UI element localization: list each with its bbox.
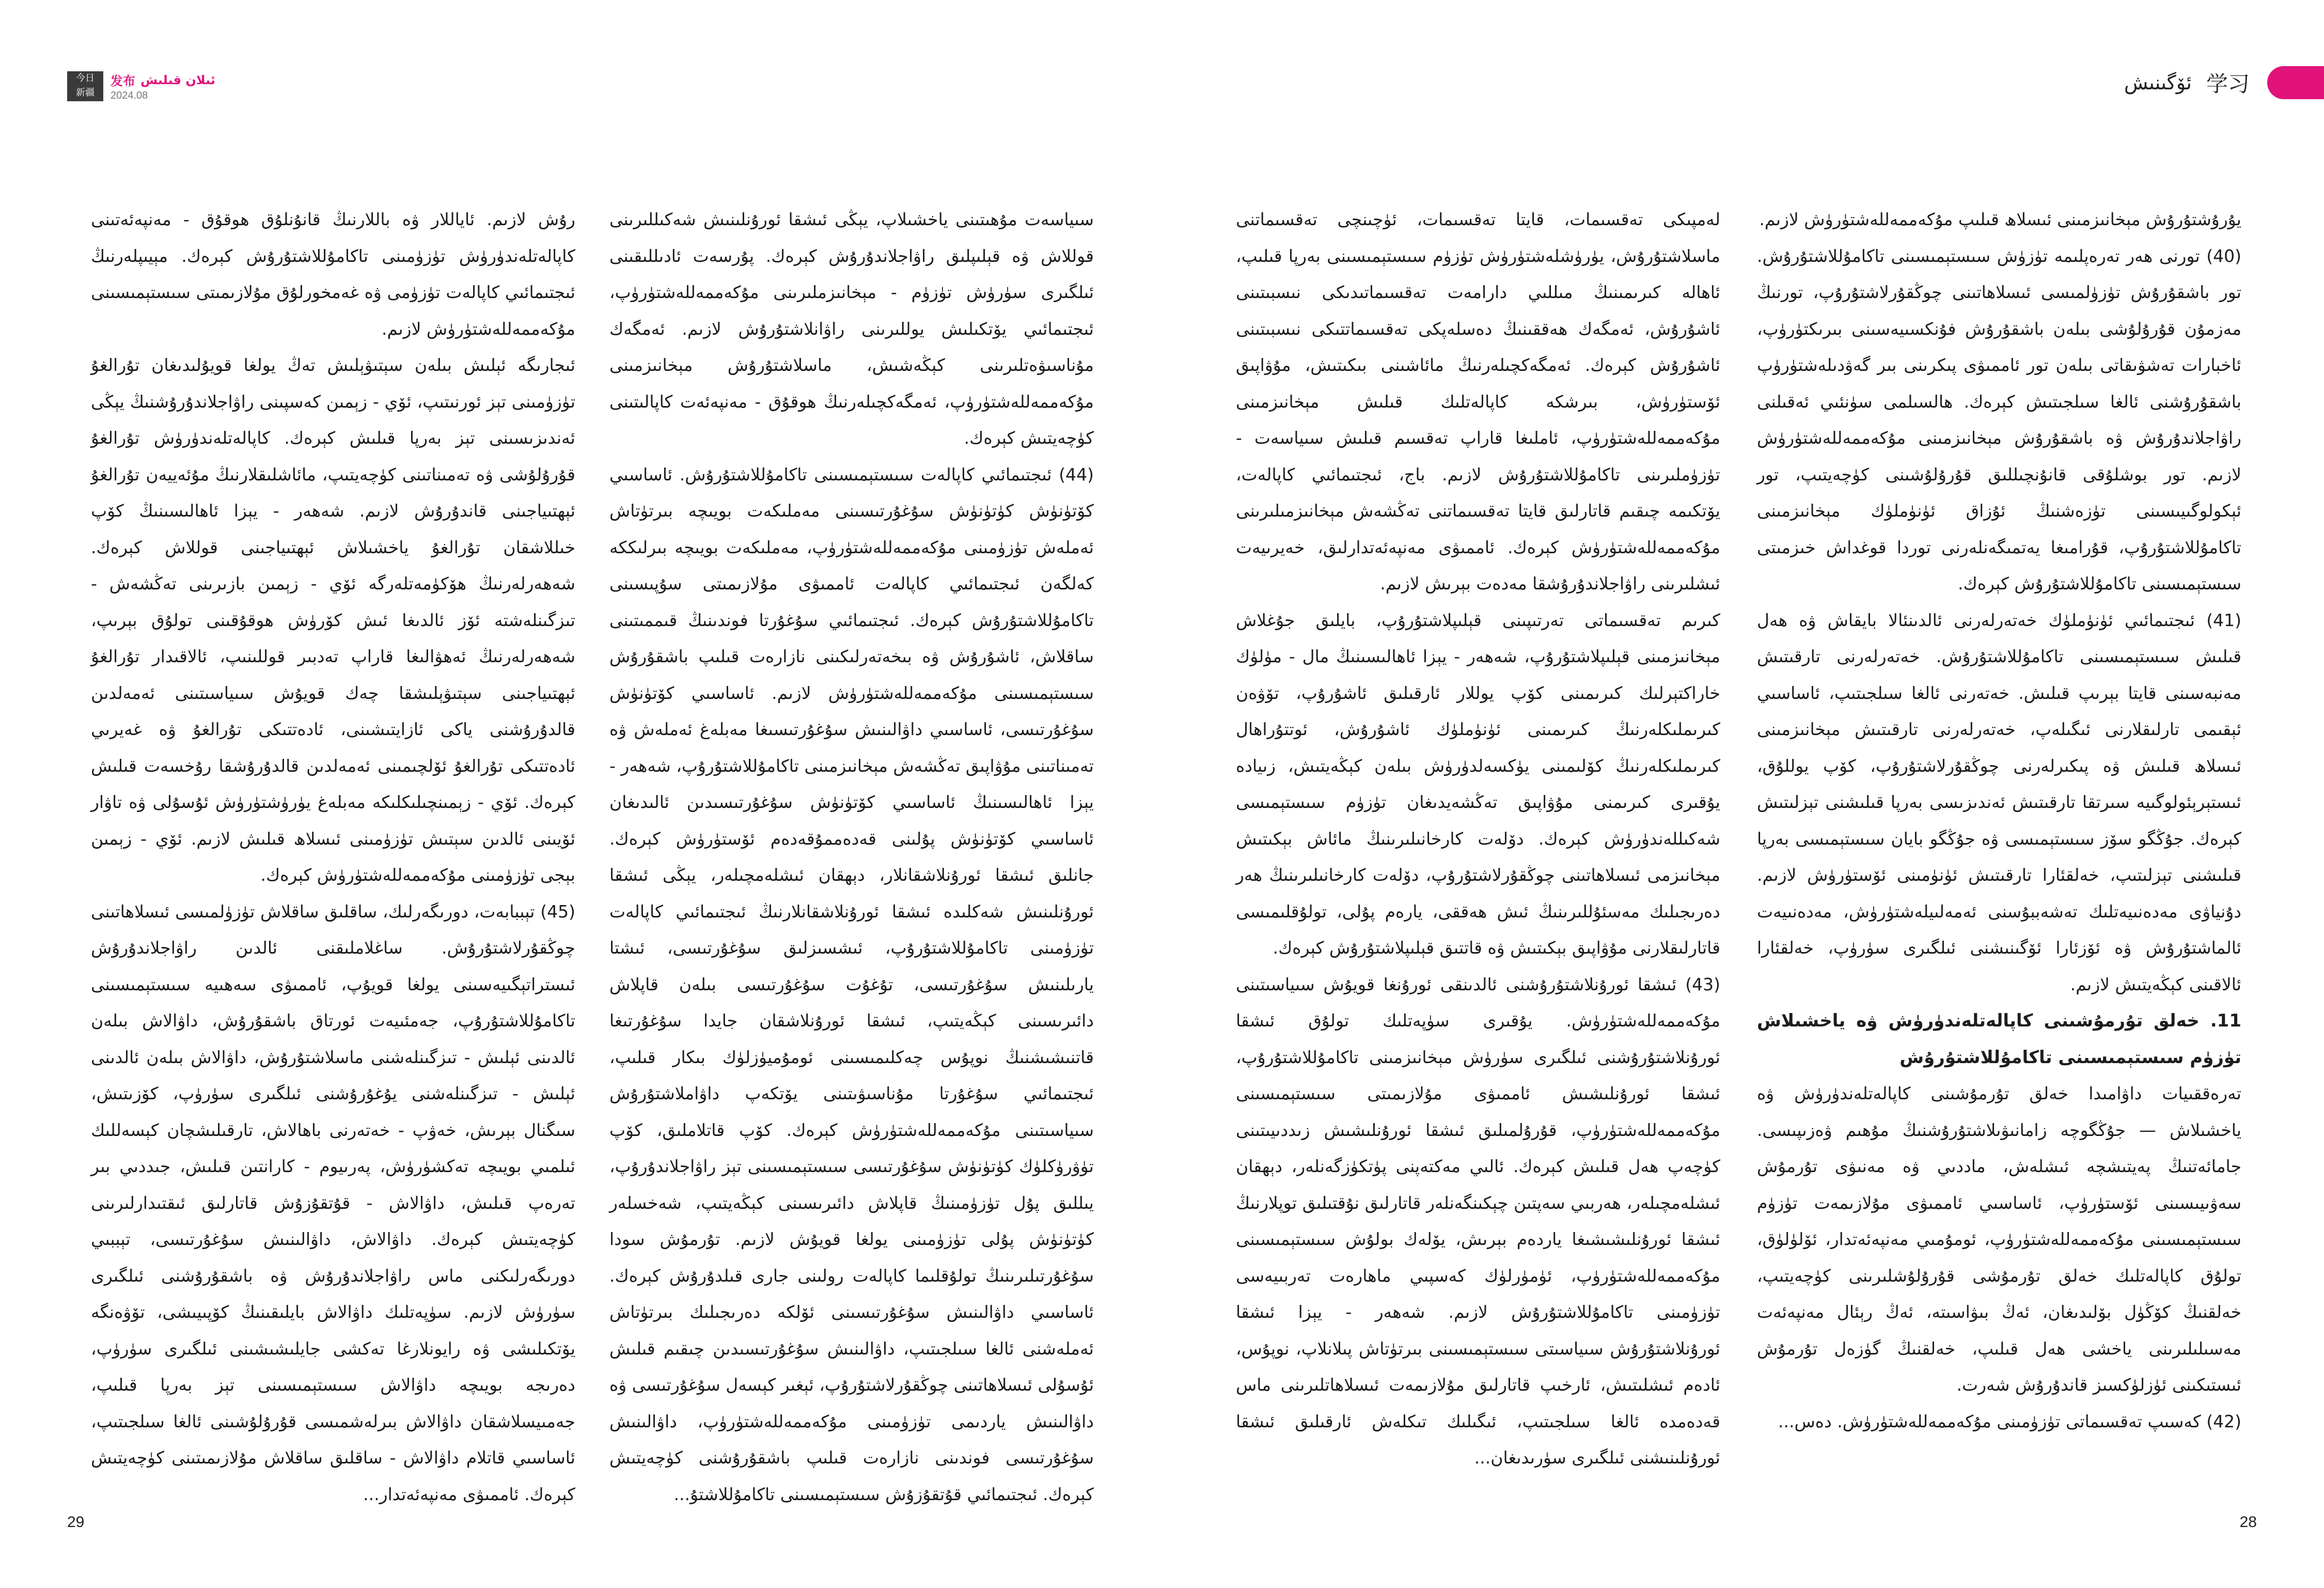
logo-text-line: 新疆 [76, 87, 95, 98]
section-tab-marker [2267, 66, 2324, 99]
magazine-header [67, 71, 215, 101]
paragraph: (43) ئىشقا ئورۇنلاشتۇرۇشنى ئالدىنقى ئورۇنغا قويۇش سىياسىتىنى مۇكەممەللەشتۈرۈش. يۇقىرى سۈپەتلىك تولۇق ئىشقا ئورۇنلاشتۇرۇشنى ئىلگىرى سۈرۈش مېخانىزمىنى تاكامۇللاشتۇرۇپ، ئىشقا ئورۇنلىشىش ئاممىۋى مۇلازىمىتى سىستېمىسىنى مۇكەممەللەشتۈرۈپ، قۇرۇلمىلىق ئىشقا ئورۇنلىشىش زىددىيىتىنى كۈچەپ ھەل قىلىش كېرەك. ئالىي مەكتەپنى پۈتكۈزگەنلەر، دېھقان ئىشلەمچىلەر، ھەربىي سەپتىن چېكىنگەنلەر قاتارلىق نۇقتىلىق توپلارنىڭ ئىشقا ئورۇنلىشىشىغا ياردەم بېرىش، يۆلەك بولۇش سىستېمىسىنى مۇكەممەللەشتۈرۈپ، ئۈمۈرلۈك كەسپىي ماھارەت تەربىيەسى تۈزۈمىنى تاكامۇللاشتۇرۇش لازىم. شەھەر - يېزا ئىشقا ئورۇنلاشتۇرۇش سىياسىتى سىستېمىسىنى بىرتۈتاش پىلانلاپ، نوپۇس، ئادەم ئىشلىتىش، ئارخىپ قاتارلىق مۇلازىمەت ئىسلاھاتلىرىنى ماس قەدەمدە ئالغا سىلجىتىپ، ئىگىلىك تىكلەش ئارقىلىق ئىشقا ئورۇنلىنىشنى ئىلگىرى سۈرىدىغان... [1236, 974, 1720, 1468]
paragraph: تەرەققىيات داۋامىدا خەلق تۇرمۇشىنى كاپالەتلەندۈرۈش ۋە ياخشىلاش — جۇڭگوچە زامانىۋىلاشتۇرۇشنىڭ مۇھىم ۋەزىپىسى. جامائەتنىڭ پەيتىشچە ئىشلەش، ماددىي ۋە مەنىۋى تۇرمۇش سەۋىيىسىنى ئۆستۈرۈپ، ئاساسىي ئاممىۋى مۇلازىمەت تۈزۈم سىستېمىسىنى مۇكەممەللەشتۈرۈپ، ئومۇمىي مەنپەئەتدار، ئۆلۈلۈق، تولۇق كاپالەتلىك خەلق تۇرمۇشى قۇرۇلۇشلىرىنى كۈچەيتىپ، خەلقنىڭ كۆڭۈل بۆلىدىغان، ئەڭ بىۋاسىتە، ئەڭ رېئال مەنپەئەت مەسىلىلىرىنى ياخشى ھەل قىلىپ، خەلقنىڭ گۈزەل تۇرمۇش ئىستىكىنى ئۈزلۈكسىز قاندۇرۇش شەرت. [1757, 1083, 2241, 1395]
issue-date: 2024.08 [111, 90, 148, 101]
magazine-logo [67, 71, 103, 101]
section-header [2124, 66, 2324, 99]
section-heading: 11. خەلق تۇرمۇشىنى كاپالەتلەندۈرۈش ۋە ياخشىلاش تۈزۈم سىستېمىسىنى تاكامۇللاشتۇرۇش [1757, 1010, 2241, 1068]
page-number-left: 29 [67, 1514, 85, 1531]
section-title-chinese: 学习 [2206, 71, 2250, 97]
paragraph: (40) تورنى ھەر تەرەپلىمە تۈزۈش سىستېمىسىنى تاكامۇللاشتۇرۇش. تور باشقۇرۇش تۈزۈلمىسى ئىسلاھاتىنى چوڭقۇرلاشتۇرۇپ، تورنىڭ مەزمۇن قۇرۇلۇشى بىلەن باشقۇرۇش فۇنكسىيەسىنى بىرىكتۈرۈپ، ئاخبارات تەشۋىقاتى بىلەن تور ئاممىۋى پىكرىنى بىر گەۋدىلەشتۈرۈپ باشقۇرۇشنى ئالغا سىلجىتىش كېرەك. ھالسىلمى سۈنئىي ئەقىلنى راۋاجلاندۇرۇش ۋە باشقۇرۇش مېخانىزمىنى مۇكەممەللەشتۈرۈش لازىم. تور بوشلۇقى قانۇنچىللىق قۇرۇلۇشىنى كۈچەيتىپ، تور ئېكولوگىيىسىنى تۈزەشنىڭ ئۇزاق ئۈنۈملۈك مېخانىزمىنى تاكامۇللاشتۇرۇپ، قۇرامىغا يەتمىگەنلەرنى توردا قوغداش خىزمىتى سىستېمىسىنى تاكامۇللاشتۇرۇش كېرەك. [1757, 245, 2241, 594]
paragraph: ئىجارىگە ئېلىش بىلەن سېتىۋېلىش تەڭ يولغا قويۇلىدىغان تۇرالغۇ تۈزۈمىنى تېز ئورنىتىپ، ئۆي - زېمىن كەسپىنى راۋاجلاندۇرۇشنىڭ يېڭى ئەندىزىسىنى تېز بەرپا قىلىش كېرەك. كاپالەتلەندۈرۈش تۇرالغۇ قۇرۇلۇشى ۋە تەمىناتىنى كۈچەيتىپ، مائاشلىقلارنىڭ مۇئەييەن تۇرالغۇ ئېھتىياجىنى قاندۇرۇش لازىم. شەھەر - يېزا ئاھالىسىنىڭ كۆپ خىللاشقان تۇرالغۇ ياخشىلاش ئېھتىياجىنى قوللاش كېرەك. شەھەرلەرنىڭ ھۆكۈمەتلەرگە ئۆي - زېمىن بازىرىنى تەڭشەش - تىزگىنلەشتە ئۆز ئالدىغا ئىش كۆرۈش ھوقۇقىنى تولۇق بېرىپ، شەھەرلەرنىڭ ئەھۋالىغا قاراپ تەدبىر قوللىنىپ، ئالاقىدار تۇرالغۇ ئېھتىياجىنى سېتىۋېلىشقا چەك قويۇش سىياسىتىنى ئەمەلدىن قالدۇرۇشنى ياكى ئازايتىشىنى، ئادەتتىكى تۇرالغۇ ۋە غەيرىي ئادەتتىكى تۇرالغۇ ئۆلچىمىنى ئەمەلدىن قالدۇرۇشقا رۇخسەت قىلىش كېرەك. ئۆي - زېمىنچىلىكلىكە مەبلەغ يۈرۈشتۈرۈش ئۇسۇلى ۋە تاۋار ئۆيىنى ئالدىن سېتىش تۈزۈمىنى ئىسلاھ قىلىش لازىم. ئۆي - زېمىن بېجى تۈزۈمىنى مۇكەممەللەشتۈرۈش كېرەك. [91, 355, 575, 885]
paragraph: رۇش لازىم. ئاياللار ۋە باللارنىڭ قانۇنلۇق ھوقۇق - مەنپەئەتىنى كاپالەتلەندۈرۈش تۈزۈمىنى تاكامۇللاشتۇرۇش كېرەك. مېيىپلەرنىڭ ئىجتىمائىي كاپالەت تۈزۈمى ۋە غەمخورلۇق مۇلازىمىتى سىستېمىسىنى مۇكەممەللەشتۈرۈش لازىم. [91, 209, 575, 339]
paragraph: (42) كەسىپ تەقسىماتى تۈزۈمىنى مۇكەممەللەشتۈرۈش. دەس... [1778, 1411, 2241, 1431]
paragraph: (44) ئىجتىمائىي كاپالەت سىستېمىسىنى تاكامۇللاشتۇرۇش. ئاساسىي كۆتۈنۈش كۈتۈنۈش سۇغۇرتىسىنى مەملىكەت بويىچە بىرتۈتاش ئەملەش تۈزۈمىنى مۇكەممەللەشتۈرۈپ، مەملىكەت بويىچە بىرلىككە كەلگەن ئىجتىمائىي كاپالەت ئاممىۋى مۇلازىمىتى سۇپىسىنى تاكامۇللاشتۇرۇش كېرەك. ئىجتىمائىي سۇغۇرتا فوندىنىڭ قىممىتىنى ساقلاش، ئاشۇرۇش ۋە بىخەتەرلىكىنى نازارەت قىلىپ باشقۇرۇش سىستېمىسىنى مۇكەممەللەشتۈرۈش لازىم. ئاساسىي كۆتۈنۈش سۇغۇرتىسى، ئاساسىي داۋالىنىش سۇغۇرتىسىغا مەبلەغ ئەملەش ۋە تەمىناتىنى مۇۋاپىق تەڭشەش مېخانىزمىنى تاكامۇللاشتۇرۇپ، شەھەر - يېزا ئاھالىسىنىڭ ئاساسىي كۆتۈنۈش سۇغۇرتىسىدىن ئالىدىغان ئاساسىي كۆتۈنۈش پۇلىنى قەدەممۇقەدەم ئۆستۈرۈش كېرەك. جانلىق ئىشقا ئورۇنلاشقانلار، دېھقان ئىشلەمچىلەر، يېڭى ئىشقا ئورۇنلىنىش شەكلىدە ئىشقا ئورۇنلاشقانلارنىڭ ئىجتىمائىي كاپالەت تۈزۈمىنى تاكامۇللاشتۇرۇپ، ئىشسىزلىق سۇغۇرتىسى، ئىشتا يارىلىنىش سۇغۇرتىسى، تۇغۇت سۇغۇرتىسى بىلەن قاپلاش دائىرىسىنى كېڭەيتىپ، ئىشقا ئورۇنلاشقان جايدا سۇغۇرتىغا قاتنىشىشنىڭ نوپۇس چەكلىمىسىنى ئومۇميۈزلۈك بىكار قىلىپ، ئىجتىمائىي سۇغۇرتا مۇناسىۋىتىنى يۆتكەپ داۋاملاشتۇرۇش سىياسىتىنى مۇكەممەللەشتۈرۈش كېرەك. كۆپ قاتلاملىق، كۆپ تۈۋرۈكلۈك كۈتۈنۈش سۇغۇرتىسى سىستېمىسىنى تېز راۋاجلاندۇرۇپ، يىللىق پۇل تۈزۈمىنىڭ قاپلاش دائىرىسىنى كېڭەيتىپ، شەخسلەر كۈتۈنۈش پۇلى تۈزۈمىنى يولغا قويۇش لازىم. تۇرمۇش سودا سۇغۇرتىلىرىنىڭ تولۇقلىما كاپالەت رولىنى جارى قىلدۇرۇش كېرەك. ئاساسىي داۋالىنىش سۇغۇرتىسىنى ئۆلكە دەرىجىلىك بىرتۈتاش ئەملەشنى ئالغا سىلجىتىپ، داۋالىنىش سۇغۇرتىسىدىن چىقىم قىلىش ئۇسۇلى ئىسلاھاتىنى چوڭقۇرلاشتۇرۇپ، ئېغىر كېسەل سۇغۇرتىسى ۋە داۋالىنىش ياردىمى تۈزۈمىنى مۇكەممەللەشتۈرۈپ، داۋالىنىش سۇغۇرتىسى فوندىنى نازارەت قىلىپ باشقۇرۇشنى كۈچەيتىش كېرەك. ئىجتىمائىي قۇتقۇزۇش سىستېمىسىنى تاكامۇللاشتۇ... [609, 464, 1094, 1504]
paragraph: سىياسەت مۇھىتىنى ياخشىلاپ، يېڭى ئىشقا ئورۇنلىنىش شەكىللىرىنى قوللاش ۋە قېلىپلىق راۋاجلاندۇرۇش كېرەك. پۇرسەت ئادىللىقىنى ئىلگىرى سۈرۈش تۈزۈم - مېخانىزملىرىنى مۇكەممەللەشتۈرۈپ، ئىجتىمائىي يۆتكىلىش يوللىرىنى راۋانلاشتۇرۇش لازىم. ئەمگەك مۇناسىۋەتلىرىنى كېڭەشىش، ماسلاشتۇرۇش مېخانىزمىنى مۇكەممەللەشتۈرۈپ، ئەمگەكچىلەرنىڭ ھوقۇق - مەنپەئەت كاپالىتىنى كۈچەيتىش كېرەك. [609, 209, 1094, 448]
section-title-uyghur: ئۆگىنىش [2124, 71, 2192, 94]
text-column-4 [91, 201, 575, 1504]
paragraph: يۇرۇشتۇرۇش مېخانىزمىنى ئىسلاھ قىلىپ مۇكەممەللەشتۈرۈش لازىم. [1759, 209, 2241, 229]
publish-label: 发布 [111, 74, 135, 88]
text-column-1 [1757, 201, 2241, 1493]
logo-text-line: 今日 [76, 73, 95, 84]
paragraph: كىرىم تەقسىماتى تەرتىپىنى قېلىپلاشتۇرۇپ، بايلىق جۇغلاش مېخانىزمىنى قېلىپلاشتۇرۇپ، شەھەر - يېزا ئاھالىسىنىڭ مال - مۈلۈك خاراكتېرلىك كىرىمىنى كۆپ يوللار ئارقىلىق ئاشۇرۇپ، تۆۋەن كىرىملىكلەرنىڭ كىرىمىنى ئۈنۈملۈك ئاشۇرۇش، ئوتتۇراھال كىرىملىكلەرنىڭ كۆلىمىنى يۈكسەلدۈرۈش بىلەن كېڭەيتىش، زىيادە يۇقىرى كىرىمنى مۇۋاپىق تەڭشەيدىغان تۈزۈم سىستېمىسى شەكىللەندۈرۈش كېرەك. دۆلەت كارخانىلىرىنىڭ مائاش بېكىتىش مېخانىزمى ئىسلاھاتىنى چوڭقۇرلاشتۇرۇپ، دۆلەت كارخانىلىرىنىڭ ھەر دەرىجىلىك مەسئۇللىرىنىڭ ئىش ھەققى، يارەم پۇلى، تولۇقلىمىسى قاتارلىقلارنى مۇۋاپىق بېكىتىش ۋە قاتتىق قېلىپلاشتۇرۇش كېرەك. [1236, 610, 1720, 958]
text-column-3 [609, 201, 1094, 1504]
text-column-2 [1236, 201, 1720, 1493]
paragraph: (45) تېببابەت، دورىگەرلىك، ساقلىق ساقلاش تۈزۈلمىسى ئىسلاھاتىنى چوڭقۇرلاشتۇرۇش. ساغلاملىقنى ئالدىن راۋاجلاندۇرۇش ئىستراتېگىيەسىنى يولغا قويۇپ، ئاممىۋى سەھىيە سىستېمىسىنى تاكامۇللاشتۇرۇپ، جەمئىيەت ئورتاق باشقۇرۇش، داۋالاش بىلەن ئالدىنى ئېلىش - تىزگىنلەشنى ماسلاشتۇرۇش، داۋالاش بىلەن ئالدىنى ئېلىش - تىزگىنلەشنى يۇغۇرۇشنى ئىلگىرى سۈرۈپ، كۆزىتىش، سىگنال بېرىش، خەۋپ - خەتەرنى باھالاش، تارقىلىشچان كېسەللىك ئىلمىي بويىچە تەكشۈرۈش، پەرىيوم - كارانتىن قىلىش، جىددىي بىر تەرەپ قىلىش، داۋالاش - قۇتقۇزۇش قاتارلىق ئىقتىدارلىرىنى كۈچەيتىش كېرەك. داۋالاش، داۋالىنىش سۇغۇرتىسى، تېببىي دورىگەرلىكنى ماس راۋاجلاندۇرۇش ۋە باشقۇرۇشنى ئىلگىرى سۈرۈش لازىم. سۈپەتلىك داۋالاش بايلىقىنىڭ كۆپىيىشى، تۆۋەنگە يۆتكىلىشى ۋە رايونلارغا تەكشى جايلىشىشىنى ئىلگىرى سۈرۈپ، دەرىجە بويىچە داۋالاش سىستېمىسىنى تېز بەرپا قىلىپ، جەمىيسلاشقان داۋالاش بىرلەشمىسى قۇرۇلۇشىنى ئالغا سىلجىتىپ، ئاساسىي قاتلام داۋالاش - ساقلىق ساقلاش مۇلازىمىتىنى كۈچەيتىش كېرەك. ئاممىۋى مەنپەئەتدار... [91, 901, 575, 1504]
paragraph: (41) ئىجتىمائىي ئۈنۈملۈك خەتەرلەرنى ئالدىنئالا بايقاش ۋە ھەل قىلىش سىستېمىسىنى تاكامۇللاشتۇرۇش. خەتەرلەرنى تارقىتىش مەنبەسىنى قايتا بېرىپ قىلىش. خەتەرنى ئالغا سىلجىتىپ، ئاساسىي ئېقىمى تارلىقلارنى ئىگىلەپ، خەتەرلەرنى تارقىتىش مېخانىزمىنى ئىسلاھ قىلىش ۋە پىكىرلەرنى چوڭقۇرلاشتۇرۇپ، كۆپ يوللۇق، ئىستېرېئولوگىيە سىرتقا تارقىتىش ئەندىزىسى بەرپا قىلىشنى تېزلىتىش كېرەك. جۇڭگو سۆز سىستېمىسى ۋە جۇڭگو بايان سىستېمىسى بەرپا قىلىشنى تېزلىتىپ، خەلقئارا تارقىتىش ئۈنۈمىنى ئۆستۈرۈش لازىم. دۇنياۋى مەدەنىيەتلىك تەشەببۇسنى ئەمەلىيلەشتۈرۈش، مەدەنىيەت ئالماشتۇرۇش ۋە ئۆزئارا ئۆگىنىشنى ئىلگىرى سۈرۈپ، خەلقئارا ئالاقىنى كېڭەيتىش لازىم. [1757, 610, 2241, 994]
page-number-right: 28 [2239, 1514, 2257, 1531]
magazine-meta [111, 71, 215, 102]
paragraph: لەمپىكى تەقسىمات، قايتا تەقسىمات، ئۈچىنچى تەقسىماتنى ماسلاشتۇرۇش، يۈرۈشلەشتۈرۈش تۈزۈم سىستېمىسىنى بەرپا قىلىپ، ئاھالە كىرىمىنىڭ مىللىي دارامەت تەقسىماتىدىكى نىسبىتىنى ئاشۇرۇش، ئەمگەك ھەققىنىڭ دەسلەپكى تەقسىماتتىكى نىسبىتىنى ئاشۇرۇش كېرەك. ئەمگەكچىلەرنىڭ مائاشىنى بىكىتىش، مۇۋاپىق ئۆستۈرۈش، بىرشكە كاپالەتلىك قىلىش مېخانىزمىنى مۇكەممەللەشتۈرۈپ، ئاملىغا قاراپ تەقسىم قىلىش سىياسەت - تۈزۈملىرىنى تاكامۇللاشتۇرۇش لازىم. باج، ئىجتىمائىي كاپالەت، يۆتكىمە چىقىم قاتارلىق قايتا تەقسىماتنى تەڭشەش مېخانىزمىلىرىنى مۇكەممەللەشتۈرۈش كېرەك. ئاممىۋى مەنپەئەتدارلىق، خەيرىيەت ئىشلىرىنى راۋاجلاندۇرۇشقا مەدەت بېرىش لازىم. [1236, 209, 1720, 594]
section-label-left: ئىلان قىلىش [140, 72, 215, 87]
